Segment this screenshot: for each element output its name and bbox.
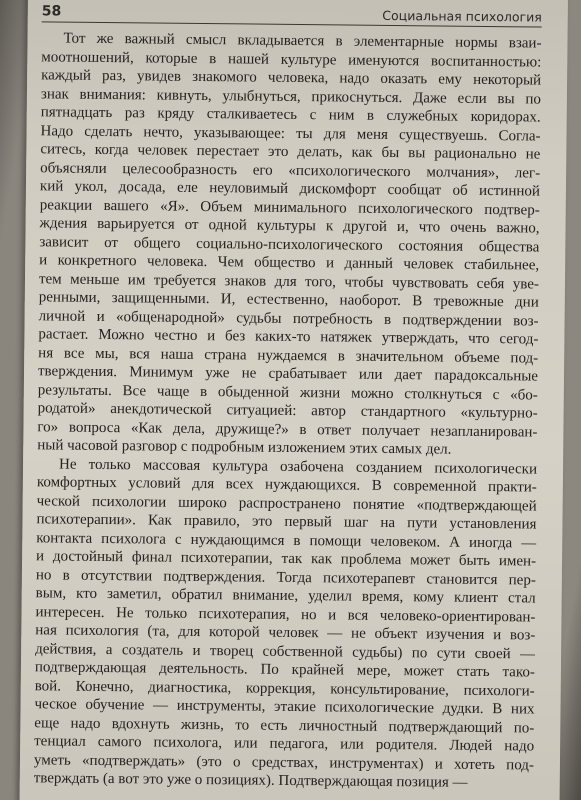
text-line: пятнадцать раз кряду сталкиваетесь с ним в служебных коридорах. — [40, 104, 541, 126]
text-line: личной и «общенародной» судьбы потребность в подтверждении воз- — [38, 307, 539, 330]
text-line: Надо сделать нечто, указывающее: ты для меня существуешь. Согла- — [40, 122, 541, 145]
text-line: го» вопроса «Как дела, дружище?» в ответ получает незапланирован- — [37, 418, 538, 441]
text-line: каждый раз, увидев знакомого человека, надо оказать ему некоторый — [41, 67, 542, 89]
text-line: ный часовой разговор с подробным изложением этих самых дел. — [37, 437, 452, 458]
text-line: ситесь, когда человек перестает это делать, как бы вы рационально не — [40, 141, 541, 163]
text-line: объясняли целесообразность его «психологического молчания», лег- — [40, 159, 541, 182]
text-line: родатой» анекдотической ситуацией: автор стандартного «культурно- — [37, 400, 538, 422]
text-line: моотношений, которые в нашей культуре именуются воспитанностью: — [41, 48, 542, 71]
text-line: комфортных условий для всех нуждающихся. В современной практи- — [36, 474, 537, 496]
text-line: кий укол, досада, еле неуловимый дискомфорт сообщат об истинной — [39, 178, 541, 200]
text-line: и достойный финал психотерапии, так как проблема может быть имен- — [36, 548, 537, 570]
text-line: и конкретного человека. Чем общество и данный человек стабильнее, — [39, 252, 540, 274]
text-line: ческое обучение — инструменты, этакие психологические дудки. В них — [34, 696, 535, 718]
text-line: тверждения. Минимум уже не срабатывает или дает парадоксальные — [37, 363, 539, 385]
text-line: действия, а создатель и творец собственной судьбы) по сути своей — — [35, 640, 536, 663]
text-line: ческой психологии широко распространено понятие «подтверждающей — [36, 492, 537, 515]
text-line: тем меньше им требуется знаков для того, чтобы чувствовать себя уве- — [38, 270, 540, 293]
text-line: зависит от общего социально-психологического состояния общества — [39, 233, 540, 256]
text-line: знак внимания: кивнуть, улыбнуться, прикоснуться. Даже если вы по — [40, 85, 541, 108]
text-line: подтверждающая деятельность. По крайней мере, может стать тако- — [34, 659, 535, 681]
text-line: результаты. Все чаще в обыденной жизни можно столкнуться с «бо- — [37, 381, 538, 404]
text-line: но в отсутствии подтверждения. Тогда психотерапевт становится пер- — [35, 566, 536, 589]
text-line: ня все мы, вся наша страна нуждаемся в значительном объеме под- — [38, 344, 539, 367]
text-line: интересен. Не только психотерапия, но и вся человеко-ориентирован- — [35, 603, 536, 626]
text-line: вым, кто заметил, обратил внимание, уделил время, кому клиент стал — [35, 585, 536, 607]
text-line: тверждать (а вот это уже о позициях). Подтверждающая позиция — — [33, 770, 468, 791]
book-page — [19, 0, 568, 800]
text-line: контакта психолога с нуждающимся в помощи человеком. А иногда — — [36, 529, 537, 552]
page-number: 58 — [41, 3, 62, 20]
text-line: тенциал самого психолога, или педагога, или родителя. Людей надо — [34, 733, 535, 755]
text-line: уметь «подтверждать» (это о средствах, инструментах) и хотеть под- — [33, 751, 535, 774]
paragraph — [34, 455, 537, 793]
text-line: Не только массовая культура озабочена созданием психологически — [58, 456, 538, 478]
text-line: реакции вашего «Я». Объем минимального психологического подтвер- — [39, 196, 540, 219]
text-line: ждения варьируется от одной культуры к другой и, что очень важно, — [39, 215, 540, 237]
text-line: психотерапии». Как правило, это первый шаг на пути установления — [36, 511, 537, 533]
text-line: растает. Можно честно и без каких-то натяжек утверждать, что сегод- — [38, 326, 539, 348]
text-line: еще надо вдохнуть жизнь, то есть личностный подтверждающий по- — [34, 714, 535, 737]
body-text — [34, 29, 542, 793]
text-line: вой. Конечно, диагностика, коррекция, консультирование, психологи- — [34, 677, 535, 700]
paragraph — [37, 29, 541, 460]
text-line: ренными, защищенными. И, естественно, наоборот. В тревожные дни — [38, 289, 539, 311]
text-line: Тот же важный смысл вкладывается в элементарные нормы взаи- — [63, 30, 542, 52]
section-title: Социальная психология — [382, 7, 542, 25]
text-line: ная психология (та, для которой человек — не объект изучения и воз- — [35, 622, 536, 644]
